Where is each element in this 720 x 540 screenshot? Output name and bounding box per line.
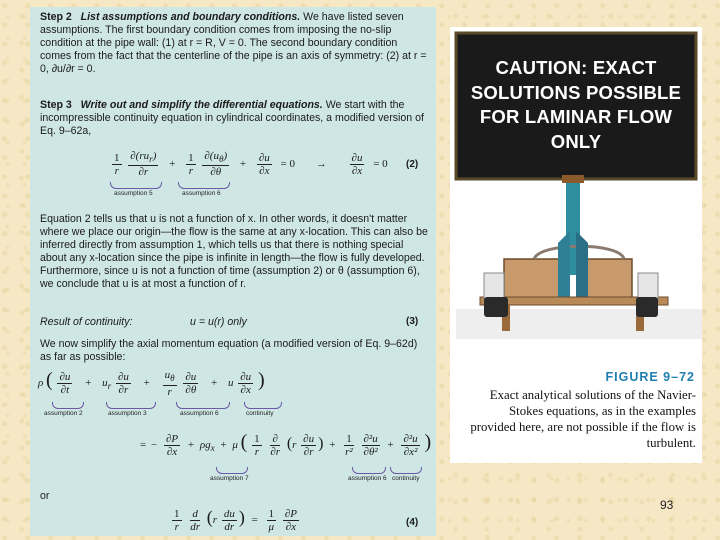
post-bracket	[562, 175, 584, 183]
sign-line-4: ONLY	[550, 130, 602, 152]
assumption-label-b: assumption 6	[182, 190, 221, 197]
assumption-label-a: assumption 5	[114, 190, 153, 197]
equation-4: $\frac{1}{r}$ $\frac{d}{dr}$ (r $\frac{du}{dr}$ ) = $\frac{1}{\mu}$ $\frac{\partial P}{\partial x}$	[174, 507, 297, 533]
step3-title: Write out and simplify the differential equations.	[80, 99, 323, 111]
brace-m7	[390, 467, 422, 474]
momentum-label-5: assumption 7	[210, 475, 249, 482]
fin-right	[576, 231, 588, 299]
figure-label: FIGURE 9–72	[605, 370, 695, 384]
step2-label: Step 2	[40, 11, 72, 23]
brace-1	[110, 182, 162, 189]
eq2-discussion: Equation 2 tells us that u is not a function of x. In other words, it doesn't matter where we place our origin—the flow is the same at any x-location. This can also be inferred directly from assumption 1, which tells us that there is nothing special about any x-location since the pipe is infinite in length—the flow is fully developed. Furthermore, since u is not a function of time (assumption 2) or θ (assumption 6), we conclude that u is at most a function of r.	[40, 213, 428, 290]
result-label: Result of continuity:	[40, 316, 133, 328]
caution-sign-text	[460, 56, 692, 154]
cylinder-left	[484, 273, 504, 301]
sign-line-2: SOLUTIONS POSSIBLE	[470, 81, 682, 103]
wheel-right	[636, 297, 658, 317]
figure-caption: Exact analytical solutions of the Navier-Stokes equations, as in the examples provided here, are not possible if the flow is turbulent.	[470, 388, 696, 450]
left-box	[504, 259, 566, 299]
step2-body: We have listed seven assumptions. The first boundary condition comes from imposing the no-slip condition at the pipe wall: (1) at r = R, V = 0. The second boundary condition comes from the fact that the centerline of the pipe is an axis of symmetry: (2) at r = 0, ∂u/∂r = 0.	[40, 11, 427, 75]
step3-paragraph	[40, 99, 428, 138]
momentum-label-1: assumption 2	[44, 410, 83, 417]
eq4-number: (4)	[406, 517, 419, 528]
brace-m2	[106, 402, 156, 409]
step3-label: Step 3	[40, 99, 72, 111]
momentum-equation-rhs: = − $\frac{\partial P}{\partial x}$ + $\rho g_x + \mu$ ( $\frac{1}{r}$ $\frac{\partial}{\partial r}$ (r $\frac{\partial u}{\partial r}$ ) + $\frac{1}{\text{r²}}$ $\frac{\text{∂²u}}{\text{∂θ²}}$ + $\frac{\text{∂²u}}{\text{∂x²}}$ )	[140, 431, 432, 458]
continuity-equation: $\frac{1}{r}$ $\frac{\partial(ru_r)}{\partial r}$ + $\frac{1}{r}$ $\frac{\partial(u_\theta)}{\partial\theta}$ + $\frac{\partial u}{\partial x}$ = 0 → $\frac{\partial u}{\partial x}$ = 0	[114, 150, 388, 179]
page-number: 93	[660, 498, 674, 512]
eq2-arrow: →	[315, 157, 327, 170]
momentum-label-2: assumption 3	[108, 410, 147, 417]
sign-line-3: FOR LAMINAR FLOW	[479, 106, 673, 127]
momentum-label-6: assumption 6	[348, 475, 387, 482]
cylinder-right	[638, 273, 658, 301]
momentum-equation-lhs: ρ ( $\frac{\partial u}{\partial t}$ + $u_r$ $\frac{\partial u}{\partial r}$ + $\frac{u_\theta}{r}$ $\frac{\partial u}{\partial\theta}$ + u $\frac{\partial u}{\partial x}$ )	[38, 369, 265, 398]
axial-momentum-intro: We now simplify the axial momentum equation (a modified version of Eq. 9–62d) as far as possible:	[40, 338, 418, 363]
step2-title: List assumptions and boundary conditions.	[80, 11, 301, 23]
figure-9-72	[450, 27, 702, 463]
step2-paragraph	[40, 11, 428, 76]
brace-m6	[352, 467, 386, 474]
wheel-left	[484, 297, 508, 317]
step3-body: We start with the incompressible continuity equation in cylindrical coordinates, a modified version of Eq. 9–62a,	[40, 99, 424, 137]
momentum-label-7: continuity	[392, 475, 420, 482]
brace-m3	[176, 402, 230, 409]
textbook-panel	[30, 7, 436, 536]
brace-m4	[244, 402, 282, 409]
fin-left	[558, 231, 570, 299]
brace-2	[178, 182, 230, 189]
brace-m5	[216, 467, 248, 474]
or-word: or	[40, 490, 50, 502]
eq2-equals-zero: = 0	[280, 157, 296, 170]
momentum-label-4: continuity	[246, 410, 274, 417]
sign-line-1: CAUTION: EXACT	[495, 57, 657, 78]
momentum-label-3: assumption 6	[180, 410, 219, 417]
result-expression: u = u(r) only	[190, 316, 247, 328]
eq3-number: (3)	[406, 316, 419, 327]
eq2-result: = 0	[373, 157, 388, 170]
brace-m1	[52, 402, 84, 409]
eq2-number: (2)	[406, 159, 419, 170]
result-of-continuity	[40, 316, 428, 328]
